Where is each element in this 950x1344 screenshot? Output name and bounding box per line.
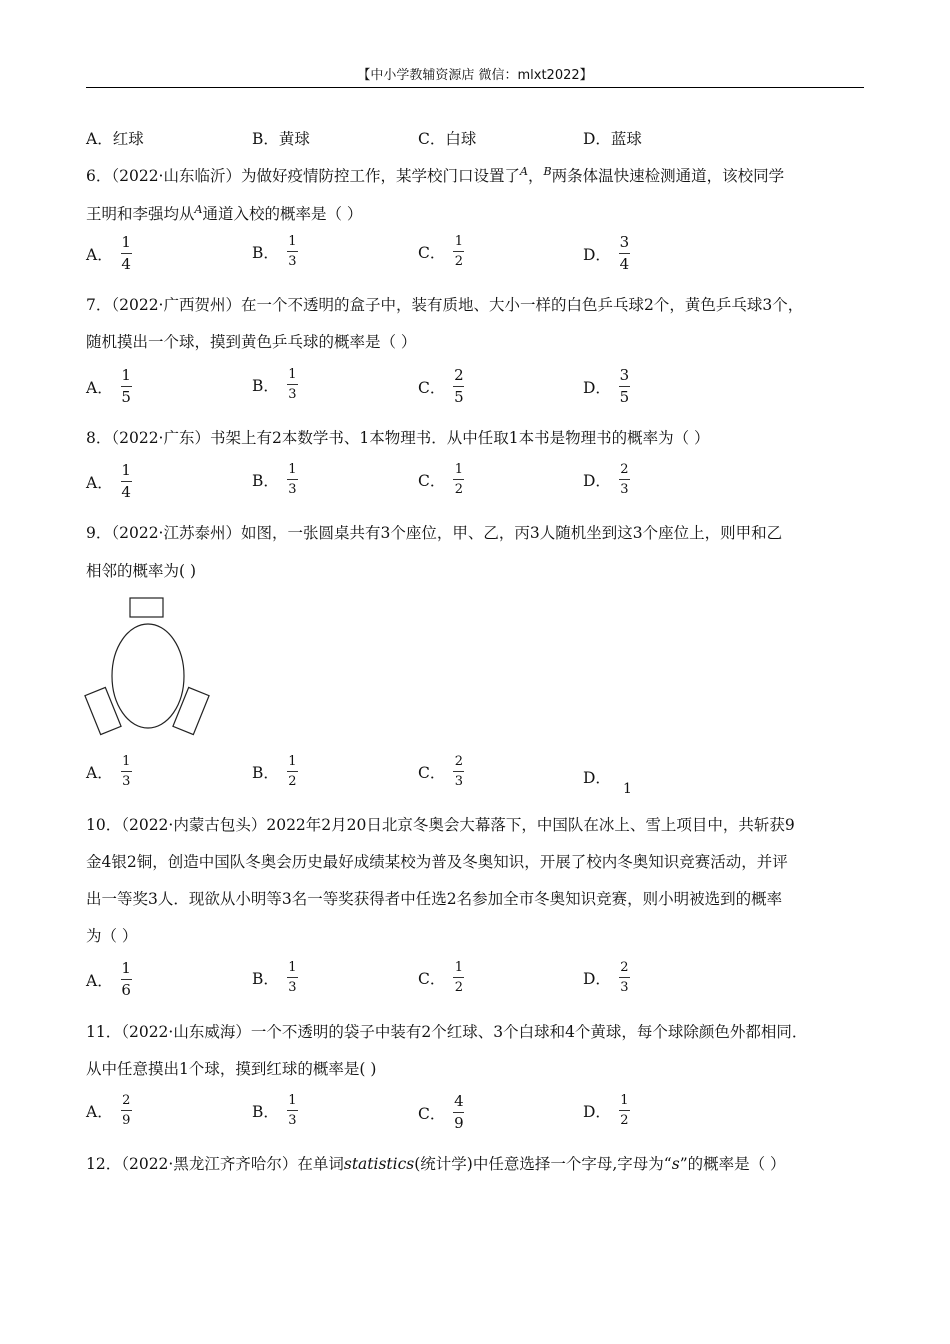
denominator: 4: [121, 483, 131, 501]
round-table-figure: [82, 592, 217, 742]
fraction: [453, 234, 464, 269]
q7-option-d: [583, 367, 630, 406]
fraction: [453, 1093, 464, 1132]
fraction: [619, 367, 630, 406]
option-label: B．: [252, 243, 279, 262]
q11-line-2: 从中任意摸出1个球，摸到红球的概率是( ): [86, 1060, 377, 1078]
q6-text-b: 两条体温快速检测通道，该校同学: [551, 167, 785, 185]
option-label: C．: [418, 378, 446, 397]
seat-left: [85, 687, 121, 734]
numerator: 1: [454, 234, 464, 249]
fraction: [453, 462, 464, 497]
q10-option-c: [418, 960, 464, 995]
denominator: 3: [454, 774, 464, 789]
q8-line-1: 8．（2022·广东）书架上有2本数学书、1本物理书．从中任取1本书是物理书的概率为（ ）: [86, 429, 710, 447]
option-label: D．: [583, 1102, 611, 1121]
denominator: 2: [454, 254, 464, 269]
q12-text-a: 12．（2022·黑龙江齐齐哈尔）在单词: [86, 1155, 344, 1173]
q8-option-a: [86, 462, 132, 501]
denominator: 3: [122, 774, 131, 789]
option-label: B．: [252, 1102, 279, 1121]
option-label: A．: [86, 971, 113, 990]
option-label: A．: [86, 378, 113, 397]
numerator: 2: [620, 960, 629, 975]
numerator: 2: [454, 754, 464, 769]
fraction: [453, 960, 464, 995]
fraction: [121, 462, 132, 501]
denominator: 3: [620, 980, 629, 995]
denominator: 3: [288, 1113, 297, 1128]
q9-option-a: [86, 754, 132, 789]
denominator: 9: [454, 1114, 464, 1132]
q10-line-1: 10．（2022·内蒙古包头）2022年2月20日北京冬奥会大幕落下，中国队在冰上、雪上项目中，共斩获9: [86, 816, 795, 834]
fraction: [619, 462, 630, 497]
numerator: 1: [288, 462, 297, 477]
denominator: 5: [619, 388, 630, 406]
q6-var-a: A: [520, 165, 528, 178]
numerator: 1: [121, 461, 131, 479]
q9-option-b: [252, 754, 298, 789]
q12-text-b: (统计学)中任意选择一个字母,字母为: [414, 1155, 664, 1173]
numerator: 1: [454, 960, 464, 975]
q12-letter: s: [671, 1155, 680, 1173]
q7-line-1: 7．（2022·广西贺州）在一个不透明的盒子中，装有质地、大小一样的白色乒乓球2个，黄色乒乓球3个，: [86, 296, 804, 314]
q10-option-d: [583, 960, 630, 995]
numerator: 1: [122, 754, 131, 769]
denominator: 3: [288, 254, 297, 269]
denominator: 3: [288, 482, 297, 497]
denominator: 4: [121, 255, 131, 273]
denominator: 9: [122, 1113, 131, 1128]
denominator: 2: [620, 1113, 629, 1128]
fraction: [121, 754, 132, 789]
q6-line2-text-a: 王明和李强均从: [86, 205, 195, 223]
numerator: 1: [620, 1093, 629, 1108]
q6-option-c: [418, 234, 464, 269]
q6-option-d: [583, 234, 630, 273]
q10-line-3: 出一等奖3人．现欲从小明等3名一等奖获得者中任选2名参加全市冬奥知识竞赛，则小明被选到的概率: [86, 890, 783, 908]
q6-line2-var: A: [194, 203, 203, 216]
option-label: C．: [418, 969, 446, 988]
q9-line-1: 9．（2022·江苏泰州）如图，一张圆桌共有3个座位，甲、乙，丙3人随机坐到这3个座位上，则甲和乙: [86, 524, 783, 542]
q7-line-2: 随机摸出一个球，摸到黄色乒乓球的概率是（ ）: [86, 333, 417, 351]
option-label: B．: [252, 471, 279, 490]
numerator: 1: [288, 1093, 297, 1108]
page-header: 【中小学教辅资源店 微信：mlxt2022】: [357, 68, 593, 83]
q6-var-b: B: [543, 165, 552, 178]
option-label: A．: [86, 1102, 113, 1121]
fraction: [453, 754, 464, 789]
fraction: [619, 234, 630, 273]
option-label: D．: [583, 769, 611, 787]
numerator: 3: [619, 366, 630, 384]
table-ellipse: [112, 624, 184, 728]
header-rule: [86, 87, 864, 88]
option-label: A．: [86, 763, 113, 782]
q12-line-1: [86, 1154, 786, 1174]
numerator: 1: [454, 462, 464, 477]
q8-option-c: [418, 462, 464, 497]
q12-word: statistics: [343, 1155, 415, 1173]
option-label: A．: [86, 473, 113, 492]
numerator: 1: [288, 234, 297, 249]
fraction: [287, 960, 298, 995]
numerator: 1: [288, 960, 297, 975]
q9-option-d: [583, 766, 632, 797]
option-label: C．: [418, 763, 446, 782]
q6-option-a: [86, 234, 132, 273]
numerator: 2: [454, 366, 464, 384]
q10-option-b: [252, 960, 298, 995]
option-label: B．: [252, 969, 279, 988]
seat-top: [130, 598, 163, 617]
denominator: 3: [288, 980, 297, 995]
fraction: [287, 1093, 298, 1128]
denominator: 4: [619, 255, 630, 273]
fraction: [619, 1093, 630, 1128]
q6-line-1: [86, 162, 784, 186]
q6-sep: ，: [527, 167, 544, 185]
numerator: 4: [454, 1092, 464, 1110]
q9-option-c: [418, 754, 464, 789]
option-label: D．: [583, 378, 611, 397]
denominator: 5: [454, 388, 464, 406]
fraction: [121, 960, 132, 999]
option-label: C．: [418, 243, 446, 262]
q7-option-a: [86, 367, 132, 406]
fraction: [287, 462, 298, 497]
q6-option-b: [252, 234, 298, 269]
q12-text-c: ”的概率是（ ）: [679, 1155, 786, 1173]
q5-option-a: A．红球: [86, 130, 144, 148]
fraction: [287, 367, 298, 402]
q11-option-c: [418, 1093, 464, 1132]
option-label: D．: [583, 471, 611, 490]
option-label: D．: [583, 245, 611, 264]
option-label: C．: [418, 471, 446, 490]
numerator: 3: [619, 233, 630, 251]
q10-line-4: 为（ ）: [86, 927, 138, 945]
numerator: 2: [620, 462, 629, 477]
q11-option-a: [86, 1093, 132, 1128]
option-label: A．: [86, 245, 113, 264]
denominator: 3: [288, 387, 297, 402]
q6-line-2: [86, 200, 362, 224]
numerator: 1: [121, 959, 131, 977]
denominator: 5: [121, 388, 131, 406]
denominator: 6: [121, 981, 131, 999]
denominator: 2: [288, 774, 297, 789]
option-label: B．: [252, 376, 279, 395]
q8-option-b: [252, 462, 298, 497]
q8-option-d: [583, 462, 630, 497]
q5-option-b: B．黄球: [252, 130, 310, 148]
option-label: B．: [252, 763, 279, 782]
q11-option-b: [252, 1093, 298, 1128]
option-label: D．: [583, 969, 611, 988]
fraction: [121, 234, 132, 273]
q10-option-a: [86, 960, 132, 999]
fraction: [287, 754, 298, 789]
fraction: [619, 960, 630, 995]
q7-option-b: [252, 367, 298, 402]
numerator: 1: [288, 754, 297, 769]
denominator: 3: [620, 482, 629, 497]
seat-right: [173, 687, 209, 734]
q11-line-1: 11．（2022·山东威海）一个不透明的袋子中装有2个红球、3个白球和4个黄球，每个球除颜色外都相同．: [86, 1023, 808, 1041]
numerator: 1: [121, 366, 131, 384]
fraction: [287, 234, 298, 269]
option-value: 1: [622, 781, 632, 797]
denominator: 2: [454, 980, 464, 995]
numerator: 1: [121, 233, 131, 251]
fraction: [121, 1093, 132, 1128]
fraction: [453, 367, 464, 406]
q11-option-d: [583, 1093, 630, 1128]
q5-option-c: C．白球: [418, 130, 477, 148]
numerator: 1: [288, 367, 297, 382]
q5-option-d: D．蓝球: [583, 130, 642, 148]
q12-quote-open: “: [663, 1155, 672, 1173]
q7-option-c: [418, 367, 464, 406]
option-label: C．: [418, 1104, 446, 1123]
denominator: 2: [454, 482, 464, 497]
q6-text-a: 6．（2022·山东临沂）为做好疫情防控工作，某学校门口设置了: [86, 167, 520, 185]
fraction: [121, 367, 132, 406]
q6-line2-text-b: 通道入校的概率是（ ）: [202, 205, 363, 223]
q9-line-2: 相邻的概率为( ): [86, 562, 197, 580]
numerator: 2: [122, 1093, 131, 1108]
q10-line-2: 金4银2铜，创造中国队冬奥会历史最好成绩某校为普及冬奥知识，开展了校内冬奥知识竞赛活动，并评: [86, 853, 788, 871]
